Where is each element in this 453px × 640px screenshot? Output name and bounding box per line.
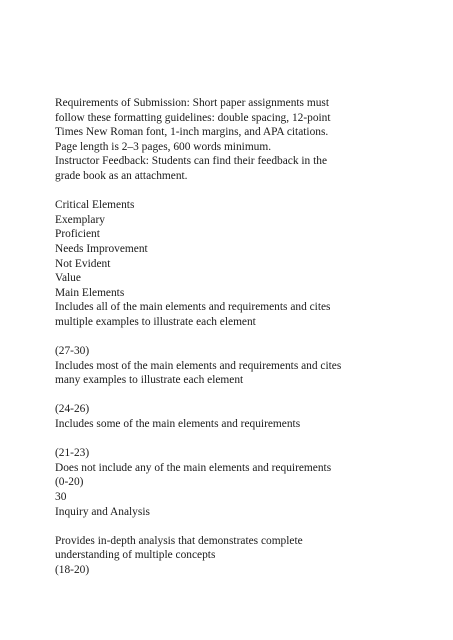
text-line: follow these formatting guidelines: double spacing, 12-point xyxy=(55,111,331,124)
text-line: (0-20) xyxy=(55,476,84,489)
text-line: Critical Elements xyxy=(55,199,135,212)
text-line: (18-20) xyxy=(55,564,90,576)
text-line: Needs Improvement xyxy=(55,242,148,255)
blank-line xyxy=(55,184,405,199)
text-line: Not Evident xyxy=(55,257,111,270)
text-line: Requirements of Submission: Short paper assignments must xyxy=(55,97,329,109)
text-line: Main Elements xyxy=(55,286,125,299)
text-line: (21-23) xyxy=(55,447,90,460)
text-line: 30 xyxy=(55,491,67,504)
text-line: Includes some of the main elements and requirements xyxy=(55,418,301,431)
blank-line xyxy=(55,519,405,534)
document-body xyxy=(55,96,405,578)
text-line: Provides in-depth analysis that demonstrates complete xyxy=(55,534,303,547)
blank-line xyxy=(55,388,405,403)
text-line: Includes most of the main elements and requirements and cites xyxy=(55,359,342,372)
text-line: (27-30) xyxy=(55,345,90,358)
text-line: Includes all of the main elements and requirements and cites xyxy=(55,301,331,314)
text-line: many examples to illustrate each element xyxy=(55,374,244,387)
text-line: Times New Roman font, 1-inch margins, and APA citations. xyxy=(55,126,329,139)
text-line: understanding of multiple concepts xyxy=(55,549,216,562)
text-line: Page length is 2–3 pages, 600 words minimum. xyxy=(55,140,272,153)
text-line: Instructor Feedback: Students can find their feedback in the xyxy=(55,155,328,168)
text-line: Exemplary xyxy=(55,213,105,226)
text-line: Value xyxy=(55,272,81,285)
blank-line xyxy=(55,330,405,345)
text-line: (24-26) xyxy=(55,403,90,416)
blank-line xyxy=(55,432,405,447)
text-line: Inquiry and Analysis xyxy=(55,505,150,518)
text-line: Proficient xyxy=(55,228,100,241)
text-line: Does not include any of the main elements and requirements xyxy=(55,461,332,474)
text-line: multiple examples to illustrate each element xyxy=(55,315,256,328)
text-line: grade book as an attachment. xyxy=(55,169,188,182)
